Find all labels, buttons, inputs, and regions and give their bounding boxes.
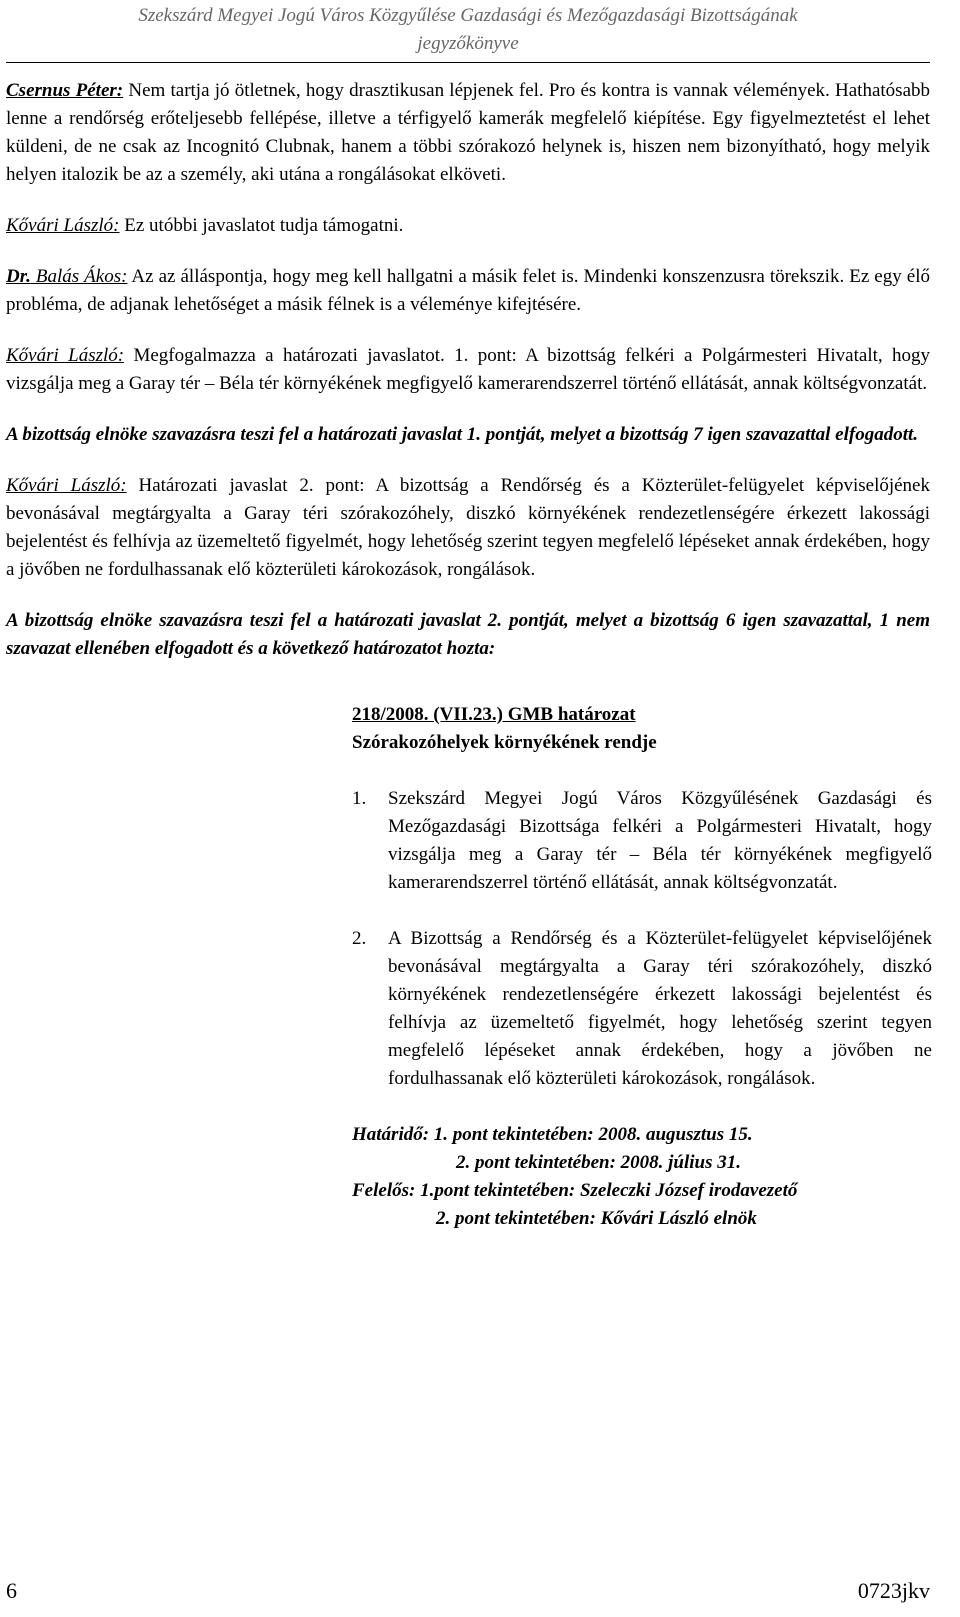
resolution-number: 218/2008. (VII.23.) GMB határozat	[352, 704, 636, 725]
resolution-block	[352, 701, 932, 1233]
paragraph-text: Határozati javaslat 2. pont: A bizottság a Rendőrség és a Közterület-felügyelet képviselőjének bevonásával megtárgyalta a Garay téri szórakozóhely, diszkó környékének rendezetlenségére érkezett lakossági bejelentést és felhívja az üzemeltető figyelmét, hogy lehetőség szerint tegyen megfelelő lépéseket annak érdekében, hogy a jövőben ne fordulhassanak elő közterületi károkozások, rongálások.	[6, 475, 930, 580]
resolution-item-1	[352, 785, 932, 897]
vote-result-2: A bizottság elnöke szavazásra teszi fel a határozati javaslat 2. pontját, melyet a bizottság 6 igen szavazattal, 1 nem szavazat ellenében elfogadott és a következő határozatot hozta:	[6, 610, 930, 659]
page-header	[6, 0, 930, 58]
responsible-line-2: 2. pont tekintetében: Kővári László elnök	[436, 1208, 757, 1229]
deadline-line-2: 2. pont tekintetében: 2008. július 31.	[456, 1152, 742, 1173]
paragraph-text: Megfogalmazza a határozati javaslatot. 1. pont: A bizottság felkéri a Polgármesteri Hivatalt, hogy vizsgálja meg a Garay tér – Béla tér környékének megfigyelő kamerarendszerrel történő ellátását, annak költségvonzatát.	[6, 345, 930, 394]
resolution-item-2	[352, 925, 932, 1093]
resolution-title: Szórakozóhelyek környékének rendje	[352, 732, 657, 753]
speaker-name: Kővári László:	[6, 345, 125, 366]
speaker-name: Kővári László:	[6, 475, 127, 496]
paragraph-balas	[6, 263, 930, 319]
item-number: 1.	[352, 788, 367, 809]
vote-result-1: A bizottság elnöke szavazásra teszi fel a határozati javaslat 1. pontját, melyet a bizottság 7 igen szavazattal elfogadott.	[6, 424, 919, 445]
document-code: 0723jkv	[857, 1578, 930, 1603]
speaker-title: Dr.	[6, 266, 31, 287]
speaker-name: Csernus Péter:	[6, 80, 124, 101]
responsible-line-1: Felelős: 1.pont tekintetében: Szeleczki József irodavezető	[352, 1180, 798, 1201]
paragraph-kovari-3	[6, 472, 930, 584]
paragraph-text: Nem tartja jó ötletnek, hogy drasztikusan lépjenek fel. Pro és kontra is vannak vélemények. Hathatósabb lenne a rendőrség erőteljesebb fellépése, illetve a térfigyelő kamerák megfelelő kiépítése. Egy figyelmeztetést el lehet küldeni, de ne csak az Incognitó Clubnak, hanem a többi szórakozó helynek is, hiszen nem bizonyítható, hogy melyik helyen italozik be az a személy, aki utána a rongálásokat elköveti.	[6, 80, 931, 185]
header-line-2: jegyzőkönyve	[417, 33, 519, 54]
item-number: 2.	[352, 928, 367, 949]
header-line-1: Szekszárd Megyei Jogú Város Közgyűlése Gazdasági és Mezőgazdasági Bizottságának	[138, 5, 798, 26]
speaker-name: Kővári László:	[6, 215, 120, 236]
page-number: 6	[6, 1578, 17, 1603]
deadline-line-1: Határidő: 1. pont tekintetében: 2008. augusztus 15.	[352, 1124, 753, 1145]
speaker-name: Balás Ákos:	[30, 266, 128, 287]
paragraph-kovari-1	[6, 212, 930, 240]
document-page	[6, 0, 930, 1233]
paragraph-csernus	[6, 77, 930, 189]
paragraph-kovari-2	[6, 342, 930, 398]
paragraph-text: Az az álláspontja, hogy meg kell hallgatni a másik felet is. Mindenki konszenzusra törekszik. Ez egy élő probléma, de adjanak lehetőséget a másik félnek is a véleménye kifejtésére.	[6, 266, 930, 315]
paragraph-text: Ez utóbbi javaslatot tudja támogatni.	[119, 215, 404, 236]
item-text: A Bizottság a Rendőrség és a Közterület-felügyelet képviselőjének bevonásával megtárgyalta a Garay téri szórakozóhely, diszkó környékének rendezetlenségére érkezett lakossági bejelentést és felhívja az üzemeltető figyelmét, hogy lehetőség szerint tegyen megfelelő lépéseket annak érdekében, hogy a jövőben ne fordulhassanak elő közterületi károkozások, rongálások.	[388, 928, 932, 1089]
item-text: Szekszárd Megyei Jogú Város Közgyűlésének Gazdasági és Mezőgazdasági Bizottsága felkéri a Polgármesteri Hivatalt, hogy vizsgálja meg a Garay tér – Béla tér környékének megfigyelő kamerarendszerrel történő ellátását, annak költségvonzatát.	[388, 788, 932, 893]
